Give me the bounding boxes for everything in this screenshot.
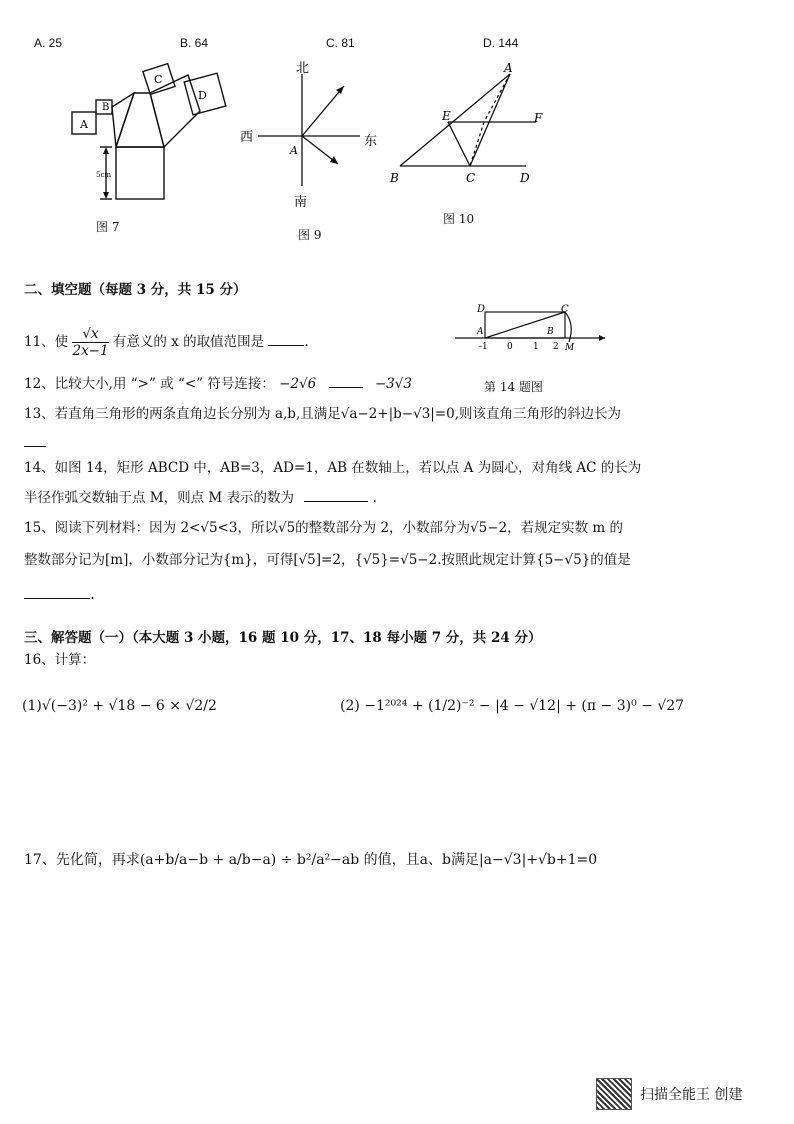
fig10-label-d: D xyxy=(520,171,530,185)
fig14-label-c: C xyxy=(561,304,569,315)
option-c: C. 81 xyxy=(326,36,355,50)
q16-part2: (2) −1²⁰²⁴ + (1/2)⁻² − |4 − √12| + (π − 3)⁰ − √27 xyxy=(340,698,685,714)
fig9-east: 东 xyxy=(364,134,378,149)
fig7-label-b: B xyxy=(102,102,110,113)
fig14-tick-2: 2 xyxy=(553,342,559,352)
fig14-caption: 第 14 题图 xyxy=(484,380,543,394)
question-14-line1: 14、如图 14，矩形 ABCD 中，AB=3，AD=1，AB 在数轴上，若以点 A 为圆心，对角线 AC 的长为 xyxy=(24,460,642,476)
fig7-dim: 5cm xyxy=(96,171,112,179)
fig9-point-a: A xyxy=(290,144,298,157)
fig14-label-a: A xyxy=(477,327,484,337)
q11-fraction xyxy=(72,326,108,359)
fig10-label-b: B xyxy=(390,171,399,185)
question-14-line2: 半径作弧交数轴于点 M，则点 M 表示的数为 xyxy=(24,490,295,506)
fig10-label-e: E xyxy=(442,109,451,123)
figure-9 xyxy=(236,56,386,226)
watermark-text: 扫描全能王 创建 xyxy=(640,1087,743,1103)
fig7-label-a: A xyxy=(80,118,88,131)
figure-10 xyxy=(386,58,556,193)
fig14-tick-neg1: -1 xyxy=(479,342,488,352)
q13-answer-blank[interactable] xyxy=(24,432,46,451)
question-15-line2: 整数部分记为[m]，小数部分记为{m}，可得[√5]=2，{√5}=√5−2.按照此规定计算{5−√5}的值是 xyxy=(24,552,631,568)
fig10-label-a: A xyxy=(504,61,513,75)
question-13: 13、若直角三角形的两条直角边长分别为 a,b,且满足√a−2+|b−√3|=0,则该直角三角形的斜边长为 xyxy=(24,406,622,422)
option-a: A. 25 xyxy=(34,36,63,50)
question-15-line1: 15、阅读下列材料：因为 2<√5<3，所以√5的整数部分为 2，小数部分为√5−2，若规定实数 m 的 xyxy=(24,520,624,536)
q12-right: −3√3 xyxy=(374,376,412,392)
q11-denominator: 2x−1 xyxy=(72,343,109,359)
option-d: D. 144 xyxy=(483,36,519,50)
figure-7 xyxy=(60,55,240,235)
question-11: 11、使 $\frac{√x}{2x-1}$ 有意义的 x 的取值范围是 . xyxy=(24,326,309,359)
fig14-label-m: M xyxy=(565,343,575,353)
fig10-caption: 图 10 xyxy=(443,212,475,226)
fig9-south: 南 xyxy=(294,195,308,210)
fig14-label-d: D xyxy=(477,304,486,315)
question-17: 17、先化简，再求(a+b/a−b + a/b−a) ÷ b²/a²−ab 的值，且a、b满足|a−√3|+√b+1=0 xyxy=(24,852,598,868)
question-14-line2-wrap: 半径作弧交数轴于点 M，则点 M 表示的数为 . xyxy=(24,490,377,506)
q11-prefix: 11、使 xyxy=(24,334,69,350)
fig9-caption: 图 9 xyxy=(298,228,322,242)
q14-answer-blank[interactable] xyxy=(304,501,368,502)
q11-numerator: √x xyxy=(72,326,108,343)
fig14-tick-1: 1 xyxy=(533,342,539,352)
q12-left: −2√6 xyxy=(279,376,317,392)
fig10-label-c: C xyxy=(466,171,476,185)
section-2-title: 二、填空题（每题 3 分，共 15 分） xyxy=(24,282,247,298)
figure-14 xyxy=(455,302,615,358)
question-12 xyxy=(24,374,412,394)
fig10-label-f: F xyxy=(534,111,543,125)
section-3-title: 三、解答题（一）（本大题 3 小题，16 题 10 分，17、18 每小题 7 分，共 24 分） xyxy=(24,630,542,646)
fig9-west: 西 xyxy=(240,130,254,145)
q16-label: 16、计算： xyxy=(24,652,96,668)
fig9-north: 北 xyxy=(296,61,310,76)
option-b: B. 64 xyxy=(180,36,209,50)
q16-part1: (1)√(−3)² + √18 − 6 × √2/2 xyxy=(22,698,217,714)
fig7-label-d: D xyxy=(198,89,207,102)
q15-answer-blank[interactable]: . xyxy=(24,584,95,603)
q12-answer-blank[interactable] xyxy=(329,387,363,388)
q11-answer-blank[interactable] xyxy=(268,345,304,346)
fig14-label-b: B xyxy=(547,327,554,337)
fig7-caption: 图 7 xyxy=(96,220,120,234)
qr-code-icon xyxy=(596,1078,632,1110)
q12-text: 12、比较大小,用 “>” 或 “<” 符号连接： xyxy=(24,376,275,392)
fig7-label-c: C xyxy=(154,73,163,86)
fig14-tick-0: 0 xyxy=(507,342,513,352)
q11-suffix: 有意义的 x 的取值范围是 xyxy=(112,334,265,350)
